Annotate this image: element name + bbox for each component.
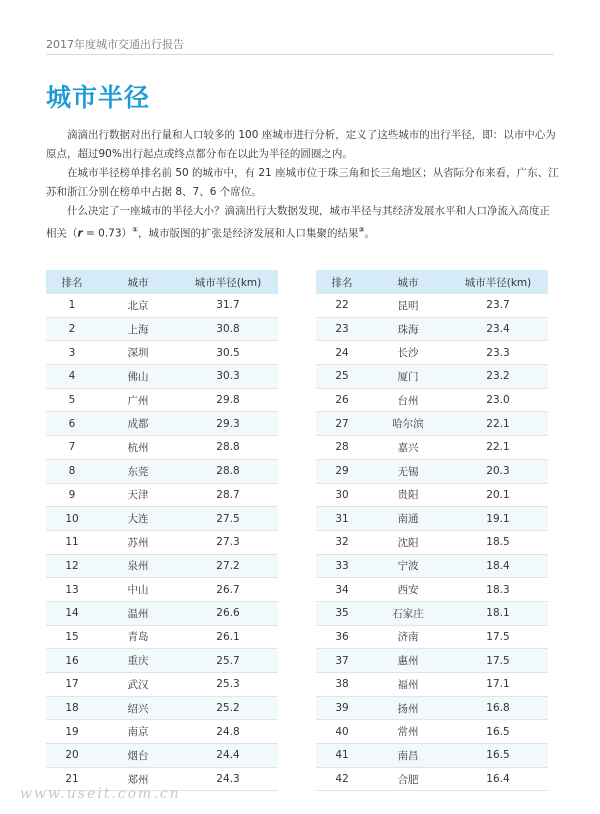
table-row bbox=[316, 365, 548, 389]
cell-radius: 22.1 bbox=[448, 412, 548, 436]
cell-rank: 4 bbox=[46, 365, 98, 389]
cell-city: 郑州 bbox=[98, 767, 178, 791]
cell-city: 青岛 bbox=[98, 625, 178, 649]
paragraph-2: 在城市半径榜单排名前 50 的城市中，有 21 座城市位于珠三角和长三角地区；从省际分布来看，广东、江苏和浙江分别在榜单中占据 8、7、6 个席位。 bbox=[46, 167, 559, 198]
cell-rank: 19 bbox=[46, 720, 98, 744]
watermark: www.useit.com.cn bbox=[20, 786, 181, 802]
cell-rank: 13 bbox=[46, 578, 98, 602]
cell-city: 厦门 bbox=[368, 365, 448, 389]
cell-city: 台州 bbox=[368, 388, 448, 412]
cell-radius: 26.1 bbox=[178, 625, 278, 649]
cell-rank: 20 bbox=[46, 744, 98, 768]
table-row bbox=[46, 412, 278, 436]
table-row bbox=[316, 436, 548, 460]
cell-rank: 34 bbox=[316, 578, 368, 602]
table-row bbox=[316, 554, 548, 578]
cell-rank: 31 bbox=[316, 507, 368, 531]
cell-city: 贵阳 bbox=[368, 483, 448, 507]
cell-city: 惠州 bbox=[368, 649, 448, 673]
table-row bbox=[316, 625, 548, 649]
paragraph-3-part-d: 。 bbox=[364, 227, 375, 240]
paragraph-3 bbox=[46, 202, 560, 244]
table-row bbox=[316, 317, 548, 341]
cell-city: 苏州 bbox=[98, 530, 178, 554]
cell-radius: 24.8 bbox=[178, 720, 278, 744]
table-header-row bbox=[46, 270, 278, 294]
cell-rank: 29 bbox=[316, 459, 368, 483]
cell-radius: 16.8 bbox=[448, 696, 548, 720]
cell-city: 东莞 bbox=[98, 459, 178, 483]
cell-radius: 27.2 bbox=[178, 554, 278, 578]
header-divider bbox=[46, 54, 554, 55]
cell-city: 常州 bbox=[368, 720, 448, 744]
table-row bbox=[316, 412, 548, 436]
cell-radius: 17.1 bbox=[448, 673, 548, 697]
cell-rank: 21 bbox=[46, 767, 98, 791]
table-row bbox=[46, 720, 278, 744]
cell-city: 绍兴 bbox=[98, 696, 178, 720]
table-row bbox=[316, 483, 548, 507]
table-row bbox=[316, 341, 548, 365]
cell-city: 福州 bbox=[368, 673, 448, 697]
cell-rank: 16 bbox=[46, 649, 98, 673]
paragraph-3-part-b: = 0.73） bbox=[82, 227, 133, 240]
cell-city: 合肥 bbox=[368, 767, 448, 791]
city-radius-table-right bbox=[316, 270, 548, 791]
cell-radius: 16.5 bbox=[448, 720, 548, 744]
table-row bbox=[316, 649, 548, 673]
cell-city: 广州 bbox=[98, 388, 178, 412]
cell-city: 烟台 bbox=[98, 744, 178, 768]
cell-radius: 27.5 bbox=[178, 507, 278, 531]
running-header: 2017年度城市交通出行报告 bbox=[46, 38, 184, 51]
cell-rank: 1 bbox=[46, 294, 98, 317]
cell-rank: 26 bbox=[316, 388, 368, 412]
cell-radius: 23.3 bbox=[448, 341, 548, 365]
cell-radius: 25.2 bbox=[178, 696, 278, 720]
cell-city: 昆明 bbox=[368, 294, 448, 317]
cell-radius: 19.1 bbox=[448, 507, 548, 531]
header-rank: 排名 bbox=[316, 270, 368, 294]
cell-city: 无锡 bbox=[368, 459, 448, 483]
cell-radius: 18.5 bbox=[448, 530, 548, 554]
footnote-ref-2: ② bbox=[358, 226, 365, 234]
cell-radius: 25.3 bbox=[178, 673, 278, 697]
cell-radius: 29.3 bbox=[178, 412, 278, 436]
table-row bbox=[46, 744, 278, 768]
cell-radius: 17.5 bbox=[448, 649, 548, 673]
header-city: 城市 bbox=[368, 270, 448, 294]
cell-city: 扬州 bbox=[368, 696, 448, 720]
cell-city: 北京 bbox=[98, 294, 178, 317]
cell-rank: 40 bbox=[316, 720, 368, 744]
cell-rank: 6 bbox=[46, 412, 98, 436]
cell-city: 沈阳 bbox=[368, 530, 448, 554]
cell-rank: 17 bbox=[46, 673, 98, 697]
cell-rank: 2 bbox=[46, 317, 98, 341]
table-body-left bbox=[46, 294, 278, 791]
table-row bbox=[46, 673, 278, 697]
cell-city: 泉州 bbox=[98, 554, 178, 578]
cell-city: 南京 bbox=[98, 720, 178, 744]
table-row bbox=[316, 601, 548, 625]
cell-radius: 17.5 bbox=[448, 625, 548, 649]
table-row bbox=[46, 649, 278, 673]
cell-rank: 18 bbox=[46, 696, 98, 720]
cell-rank: 37 bbox=[316, 649, 368, 673]
table-row bbox=[46, 483, 278, 507]
cell-city: 成都 bbox=[98, 412, 178, 436]
table-row bbox=[316, 673, 548, 697]
table-row bbox=[316, 530, 548, 554]
cell-city: 深圳 bbox=[98, 341, 178, 365]
cell-city: 嘉兴 bbox=[368, 436, 448, 460]
header-city: 城市 bbox=[98, 270, 178, 294]
table-row bbox=[46, 696, 278, 720]
table-row bbox=[46, 365, 278, 389]
cell-rank: 32 bbox=[316, 530, 368, 554]
table-row bbox=[316, 696, 548, 720]
table-row bbox=[316, 507, 548, 531]
cell-city: 济南 bbox=[368, 625, 448, 649]
cell-rank: 30 bbox=[316, 483, 368, 507]
cell-radius: 23.4 bbox=[448, 317, 548, 341]
cell-rank: 14 bbox=[46, 601, 98, 625]
cell-city: 哈尔滨 bbox=[368, 412, 448, 436]
cell-city: 武汉 bbox=[98, 673, 178, 697]
cell-rank: 3 bbox=[46, 341, 98, 365]
cell-radius: 26.6 bbox=[178, 601, 278, 625]
cell-rank: 8 bbox=[46, 459, 98, 483]
cell-rank: 11 bbox=[46, 530, 98, 554]
table-row bbox=[46, 554, 278, 578]
table-header-row bbox=[316, 270, 548, 294]
table-row bbox=[46, 578, 278, 602]
cell-rank: 41 bbox=[316, 744, 368, 768]
cell-city: 上海 bbox=[98, 317, 178, 341]
table-row bbox=[46, 341, 278, 365]
table-row bbox=[46, 317, 278, 341]
cell-rank: 35 bbox=[316, 601, 368, 625]
cell-city: 石家庄 bbox=[368, 601, 448, 625]
table-row bbox=[46, 436, 278, 460]
footnote-ref-1: ① bbox=[132, 226, 138, 234]
cell-radius: 29.8 bbox=[178, 388, 278, 412]
table-row bbox=[316, 578, 548, 602]
cell-radius: 30.5 bbox=[178, 341, 278, 365]
cell-city: 长沙 bbox=[368, 341, 448, 365]
paragraph-3-part-c: ，城市版图的扩张是经济发展和人口集聚的结果 bbox=[137, 227, 359, 240]
cell-radius: 23.0 bbox=[448, 388, 548, 412]
table-row bbox=[46, 388, 278, 412]
cell-city: 杭州 bbox=[98, 436, 178, 460]
cell-radius: 30.3 bbox=[178, 365, 278, 389]
cell-rank: 33 bbox=[316, 554, 368, 578]
cell-radius: 20.1 bbox=[448, 483, 548, 507]
city-radius-table-left bbox=[46, 270, 278, 791]
cell-rank: 7 bbox=[46, 436, 98, 460]
cell-rank: 24 bbox=[316, 341, 368, 365]
cell-rank: 10 bbox=[46, 507, 98, 531]
cell-rank: 25 bbox=[316, 365, 368, 389]
cell-city: 珠海 bbox=[368, 317, 448, 341]
cell-radius: 23.7 bbox=[448, 294, 548, 317]
cell-rank: 28 bbox=[316, 436, 368, 460]
table-row bbox=[46, 625, 278, 649]
cell-radius: 30.8 bbox=[178, 317, 278, 341]
header-radius: 城市半径(km) bbox=[178, 270, 278, 294]
cell-rank: 15 bbox=[46, 625, 98, 649]
cell-city: 南昌 bbox=[368, 744, 448, 768]
cell-radius: 18.1 bbox=[448, 601, 548, 625]
cell-radius: 23.2 bbox=[448, 365, 548, 389]
table-row bbox=[46, 507, 278, 531]
cell-city: 温州 bbox=[98, 601, 178, 625]
paragraph-3-part-a: 什么决定了一座城市的半径大小？滴滴出行大数据发现，城市半径与其经济发展水平和人口净流入高度正相关（ bbox=[46, 205, 550, 240]
cell-rank: 27 bbox=[316, 412, 368, 436]
table-row bbox=[316, 744, 548, 768]
header-rank: 排名 bbox=[46, 270, 98, 294]
cell-rank: 36 bbox=[316, 625, 368, 649]
cell-radius: 28.7 bbox=[178, 483, 278, 507]
cell-city: 天津 bbox=[98, 483, 178, 507]
cell-radius: 28.8 bbox=[178, 436, 278, 460]
table-row bbox=[46, 294, 278, 317]
cell-rank: 23 bbox=[316, 317, 368, 341]
cell-radius: 24.3 bbox=[178, 767, 278, 791]
cell-city: 中山 bbox=[98, 578, 178, 602]
table-row bbox=[316, 767, 548, 791]
cell-rank: 22 bbox=[316, 294, 368, 317]
cell-rank: 9 bbox=[46, 483, 98, 507]
table-row bbox=[46, 601, 278, 625]
cell-radius: 24.4 bbox=[178, 744, 278, 768]
table-row bbox=[46, 530, 278, 554]
table-row bbox=[316, 294, 548, 317]
cell-radius: 31.7 bbox=[178, 294, 278, 317]
cell-radius: 22.1 bbox=[448, 436, 548, 460]
cell-city: 大连 bbox=[98, 507, 178, 531]
cell-radius: 18.3 bbox=[448, 578, 548, 602]
cell-radius: 16.4 bbox=[448, 767, 548, 791]
cell-radius: 20.3 bbox=[448, 459, 548, 483]
header-radius: 城市半径(km) bbox=[448, 270, 548, 294]
cell-rank: 42 bbox=[316, 767, 368, 791]
table-row bbox=[316, 720, 548, 744]
cell-city: 西安 bbox=[368, 578, 448, 602]
cell-radius: 25.7 bbox=[178, 649, 278, 673]
paragraph-1: 滴滴出行数据对出行量和人口较多的 100 座城市进行分析，定义了这些城市的出行半径，即：以市中心为原点，超过90%出行起点或终点都分布在以此为半径的圆圈之内。 bbox=[46, 129, 556, 160]
cell-rank: 39 bbox=[316, 696, 368, 720]
cell-radius: 27.3 bbox=[178, 530, 278, 554]
cell-city: 佛山 bbox=[98, 365, 178, 389]
cell-city: 重庆 bbox=[98, 649, 178, 673]
table-row bbox=[316, 388, 548, 412]
cell-radius: 26.7 bbox=[178, 578, 278, 602]
cell-radius: 28.8 bbox=[178, 459, 278, 483]
table-body-right bbox=[316, 294, 548, 791]
cell-city: 宁波 bbox=[368, 554, 448, 578]
cell-city: 南通 bbox=[368, 507, 448, 531]
body-text bbox=[46, 126, 560, 244]
cell-radius: 16.5 bbox=[448, 744, 548, 768]
cell-rank: 12 bbox=[46, 554, 98, 578]
correlation-symbol: r bbox=[77, 227, 83, 240]
section-title: 城市半径 bbox=[46, 83, 151, 112]
cell-rank: 5 bbox=[46, 388, 98, 412]
cell-rank: 38 bbox=[316, 673, 368, 697]
cell-radius: 18.4 bbox=[448, 554, 548, 578]
table-row bbox=[316, 459, 548, 483]
table-row bbox=[46, 459, 278, 483]
